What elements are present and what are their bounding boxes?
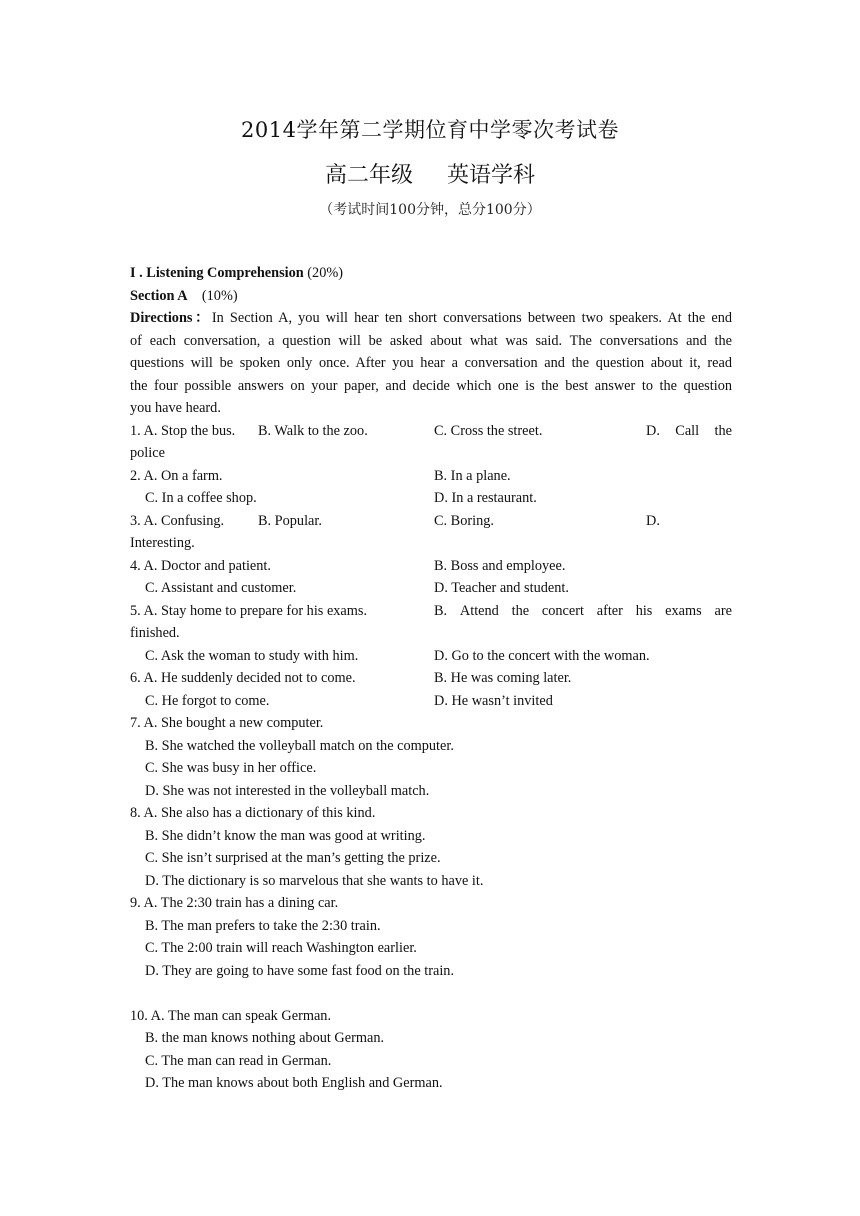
question-9-a: 9. A. The 2:30 train has a dining car. xyxy=(130,895,339,911)
question-1 xyxy=(130,420,732,443)
question-6-cd xyxy=(130,690,732,713)
subsection-score: (10%) xyxy=(201,287,238,304)
option-d: D. Call the xyxy=(646,422,732,439)
exam-body xyxy=(130,262,732,1095)
option-d-continued: Interesting. xyxy=(130,535,195,551)
option-a: 2. A. On a farm. xyxy=(130,467,223,484)
option-d: D. Go to the concert with the woman. xyxy=(434,647,650,664)
option-d: D. He wasn’t invited xyxy=(434,692,553,709)
option-b: B. Boss and employee. xyxy=(434,557,566,574)
option-d-continued: police xyxy=(130,445,165,461)
option-c: C. Ask the woman to study with him. xyxy=(145,647,359,664)
option-c: C. Boring. xyxy=(434,512,494,529)
subsection-title: Section A xyxy=(130,287,188,304)
subject-label: 英语学科 xyxy=(447,163,536,188)
directions-line: you have heard. xyxy=(130,400,221,416)
directions-line: of each conversation, a question will be asked about what was said. The conversations and the xyxy=(130,332,732,349)
section-title: I . Listening Comprehension xyxy=(130,265,304,281)
question-4-cd xyxy=(130,577,732,600)
question-8-b: B. She didn’t know the man was good at writing. xyxy=(145,827,426,844)
option-a: 4. A. Doctor and patient. xyxy=(130,557,271,574)
question-9-b: B. The man prefers to take the 2:30 train. xyxy=(145,917,381,934)
question-7-c: C. She was busy in her office. xyxy=(145,760,317,776)
question-9-c: C. The 2:00 train will reach Washington earlier. xyxy=(145,940,417,956)
option-c: C. He forgot to come. xyxy=(145,692,270,709)
question-7-a: 7. A. She bought a new computer. xyxy=(130,715,324,731)
question-10-c: C. The man can read in German. xyxy=(145,1052,332,1069)
question-5-cd xyxy=(130,645,732,668)
subsection-heading xyxy=(130,285,732,308)
option-d: D. In a restaurant. xyxy=(434,490,537,506)
question-9-d: D. They are going to have some fast food on the train. xyxy=(145,962,455,979)
question-10-d: D. The man knows about both English and German. xyxy=(145,1075,443,1091)
directions-line: questions will be spoken only once. After you hear a conversation and the question about it, read xyxy=(130,355,732,371)
directions-label: Directions： xyxy=(130,310,212,326)
question-8-d: D. The dictionary is so marvelous that she wants to have it. xyxy=(145,872,484,889)
question-7-d: D. She was not interested in the volleyball match. xyxy=(145,782,430,799)
question-8-c: C. She isn’t surprised at the man’s getting the prize. xyxy=(145,850,441,866)
option-b: B. In a plane. xyxy=(434,467,511,484)
question-10-a: 10. A. The man can speak German. xyxy=(130,1007,332,1024)
question-5 xyxy=(130,600,732,623)
option-b: B. Popular. xyxy=(258,512,322,529)
option-d: D. xyxy=(646,512,660,529)
directions-line: Directions：In Section A, you will hear ten short conversations between two speakers. At the end xyxy=(130,310,732,326)
option-b: B. Walk to the zoo. xyxy=(258,422,368,439)
section-score: (20%) xyxy=(303,265,344,281)
grade-label: 高二年级 xyxy=(324,163,413,188)
option-b: B. Attend the concert after his exams are xyxy=(434,602,732,619)
question-3 xyxy=(130,510,732,533)
option-c: C. In a coffee shop. xyxy=(145,490,257,506)
section-heading xyxy=(130,262,732,285)
question-4 xyxy=(130,555,732,578)
directions-line: the four possible answers on your paper, and decide which one is the best answer to the question xyxy=(130,377,732,394)
question-6 xyxy=(130,667,732,690)
directions xyxy=(130,307,732,420)
option-a: 6. A. He suddenly decided not to come. xyxy=(130,670,356,686)
option-b: B. He was coming later. xyxy=(434,670,572,686)
exam-subtitle xyxy=(0,158,860,189)
question-7-b: B. She watched the volleyball match on the computer. xyxy=(145,737,454,754)
question-10-b: B. the man knows nothing about German. xyxy=(145,1030,385,1046)
option-a: 5. A. Stay home to prepare for his exams. xyxy=(130,602,368,619)
spacer xyxy=(130,982,732,1005)
option-c: C. Cross the street. xyxy=(434,422,543,439)
question-8-a: 8. A. She also has a dictionary of this kind. xyxy=(130,805,376,821)
option-a: 3. A. Confusing. xyxy=(130,512,225,529)
exam-title: 2014学年第二学期位育中学零次考试卷 xyxy=(241,118,619,142)
option-c: C. Assistant and customer. xyxy=(145,580,297,596)
question-2-cd xyxy=(130,487,732,510)
question-2 xyxy=(130,465,732,488)
option-a: 1. A. Stop the bus. xyxy=(130,422,236,439)
option-b-continued: finished. xyxy=(130,625,180,641)
exam-note: （考试时间100分钟，总分100分） xyxy=(319,202,541,218)
option-d: D. Teacher and student. xyxy=(434,580,569,596)
